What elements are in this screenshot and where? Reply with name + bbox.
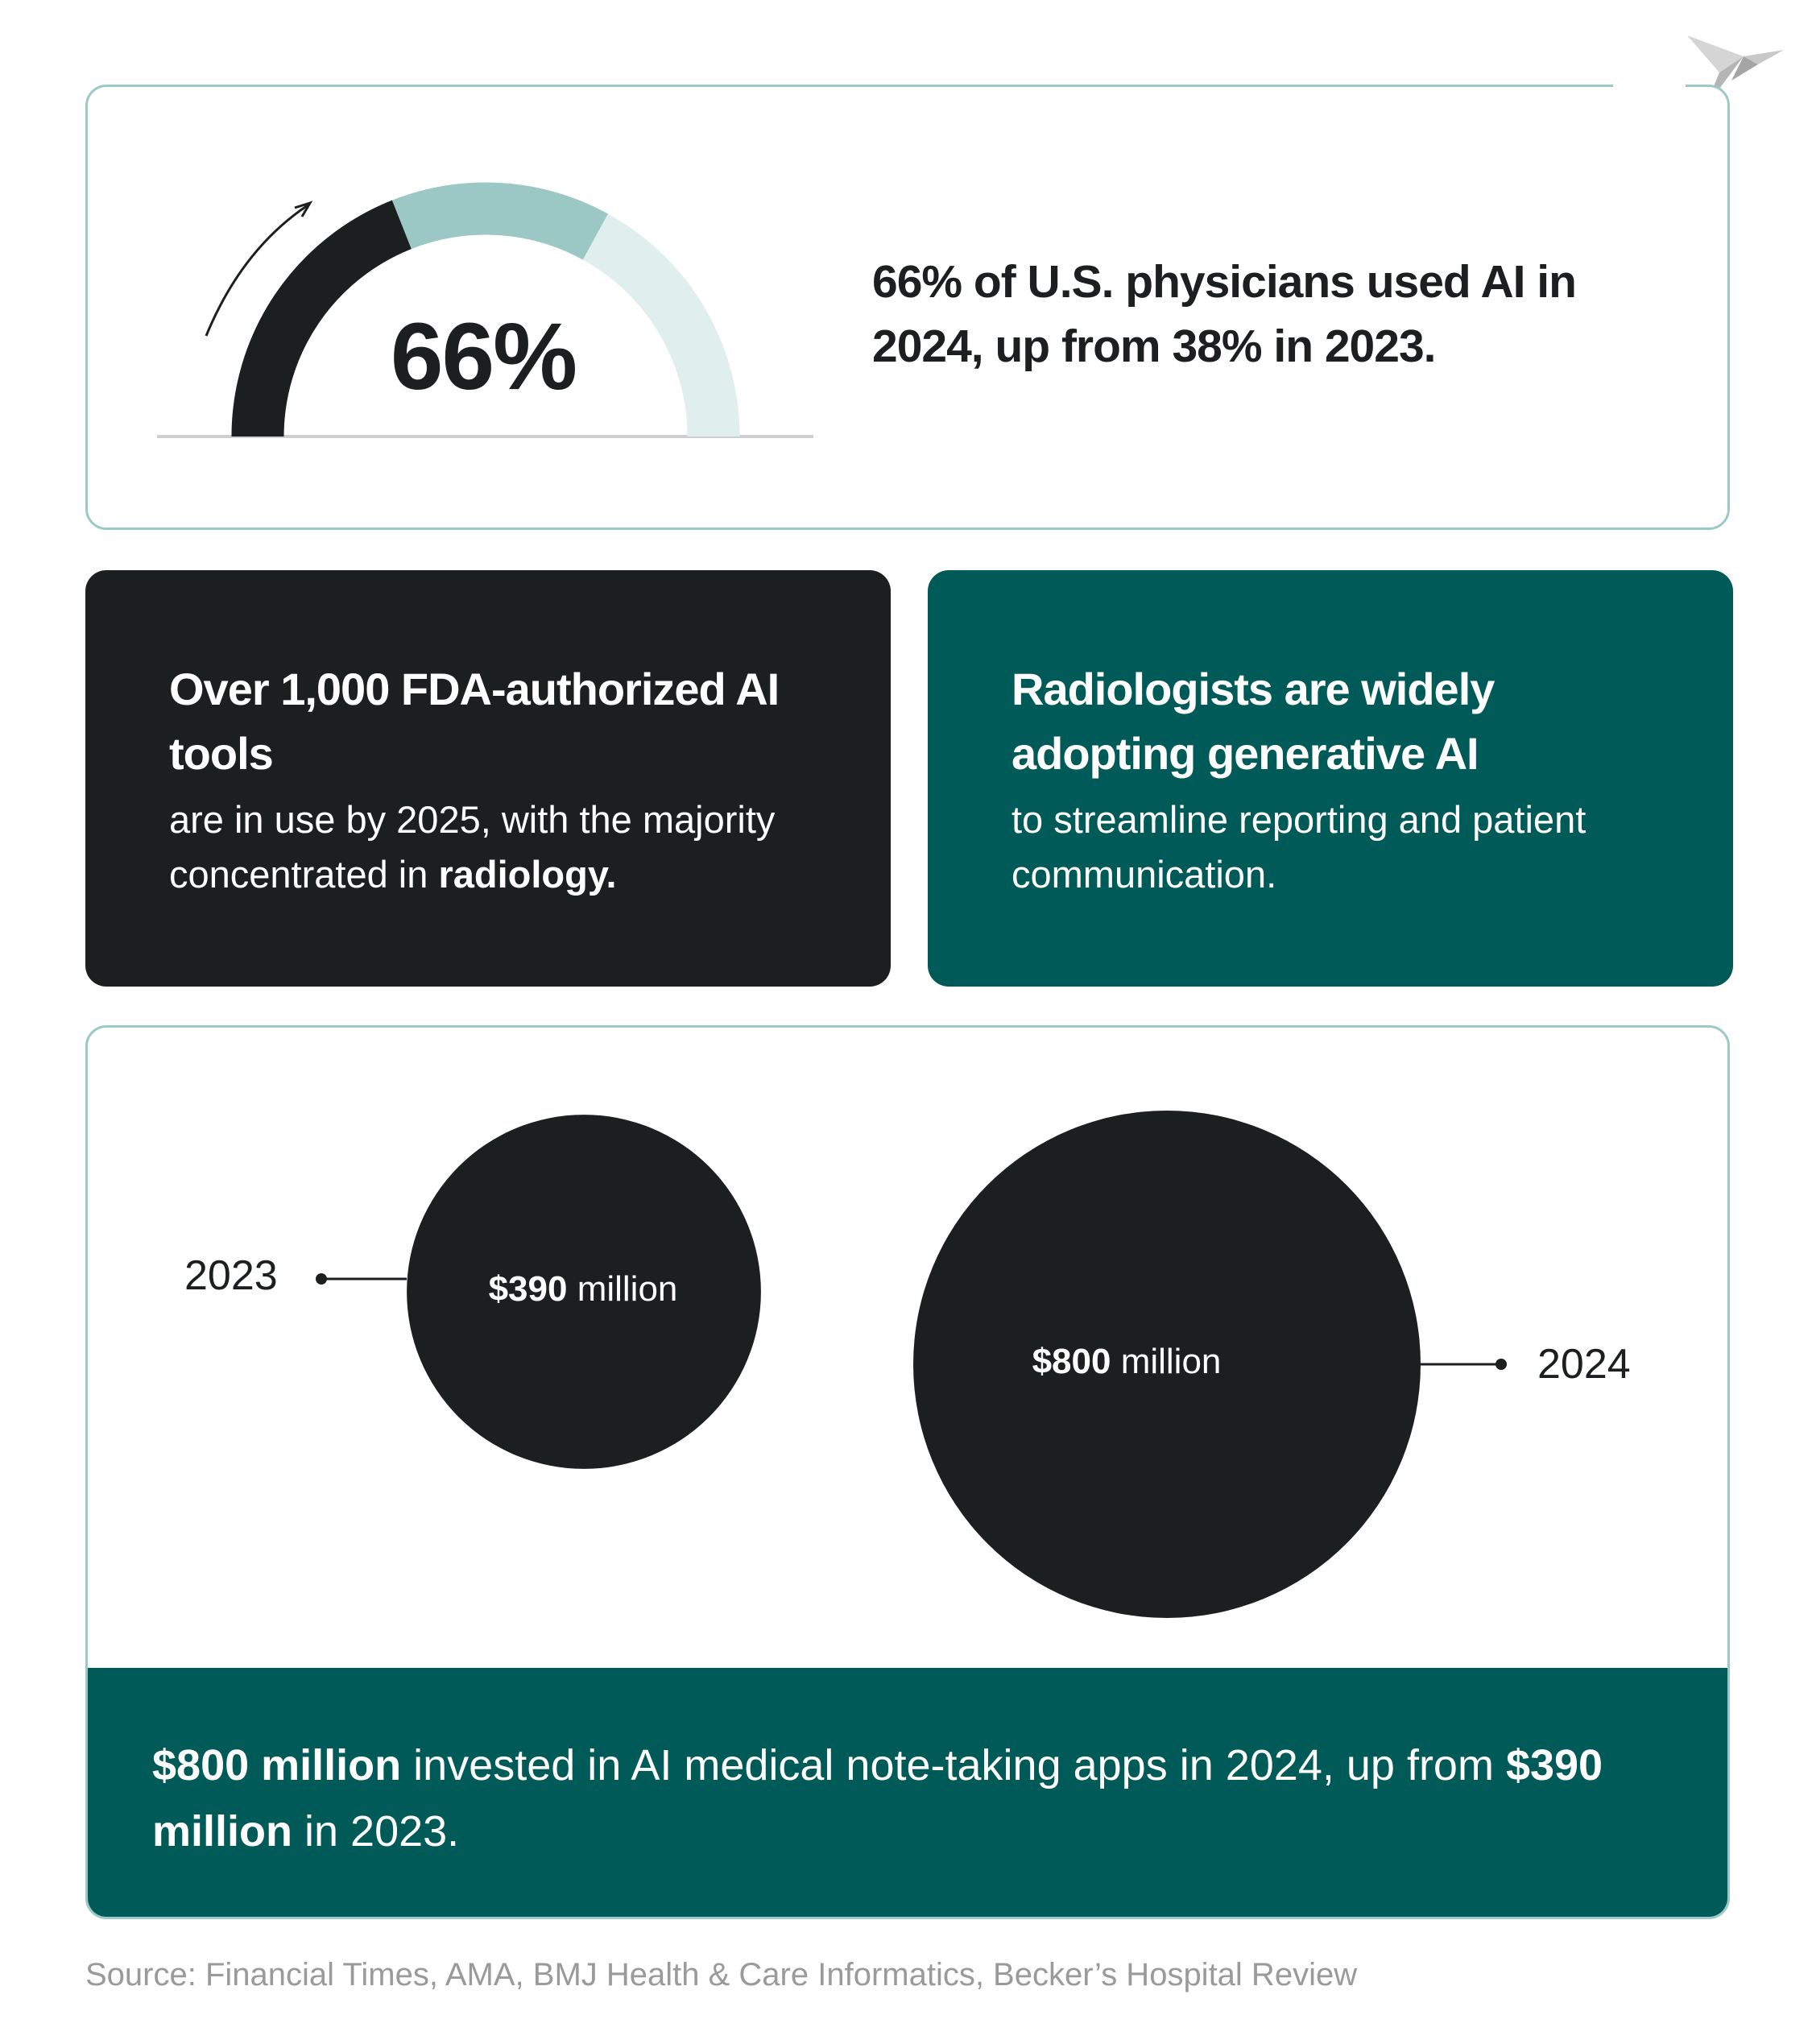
- bubble-unit-2024: million: [1120, 1342, 1222, 1381]
- summary-bold-2: $390 million: [152, 1741, 1603, 1856]
- fda-card-body-text: are in use by 2025, with the majority concentrated in: [169, 798, 776, 896]
- bubble-amount-2024: $800: [1032, 1342, 1111, 1381]
- leader-dot-2024: [1496, 1359, 1507, 1370]
- investment-summary: [88, 1668, 1730, 1919]
- gauge-value: 66%: [390, 304, 577, 410]
- fda-card-title: Over 1,000 FDA-authorized AI tools: [169, 664, 780, 779]
- source-note: Source: Financial Times, AMA, BMJ Health & Care Informatics, Becker’s Hospital Review: [85, 1957, 1358, 1992]
- leader-dot-2023: [316, 1273, 327, 1285]
- fda-card: [85, 570, 891, 987]
- investment-bubble-chart: [88, 1028, 1730, 1672]
- gauge-headline: 66% of U.S. physicians used AI in 2024, up from 38% in 2023.: [872, 256, 1576, 372]
- bubble-unit-2023: million: [577, 1269, 678, 1309]
- radiology-card-body: to streamline reporting and patient communication.: [1011, 798, 1587, 896]
- bubble-year-2024: 2024: [1537, 1341, 1631, 1388]
- summary-text-1: invested in AI medical note-taking apps in 2024, up from: [401, 1741, 1506, 1790]
- radiology-card-title: Radiologists are widely adopting generative AI: [1011, 664, 1495, 779]
- fda-card-body-bold: radiology.: [438, 853, 617, 896]
- summary-text-2: in 2023.: [292, 1807, 460, 1856]
- radiology-card: [928, 570, 1733, 987]
- fda-card-body: [169, 792, 826, 902]
- bubble-year-2023: 2023: [184, 1252, 278, 1299]
- summary-bold-1: $800 million: [152, 1741, 402, 1790]
- bubble-amount-2023: $390: [488, 1269, 568, 1309]
- bubble-value-2024: [925, 1342, 1328, 1382]
- bubble-value-2023: [402, 1269, 764, 1310]
- investment-panel: [85, 1025, 1730, 1919]
